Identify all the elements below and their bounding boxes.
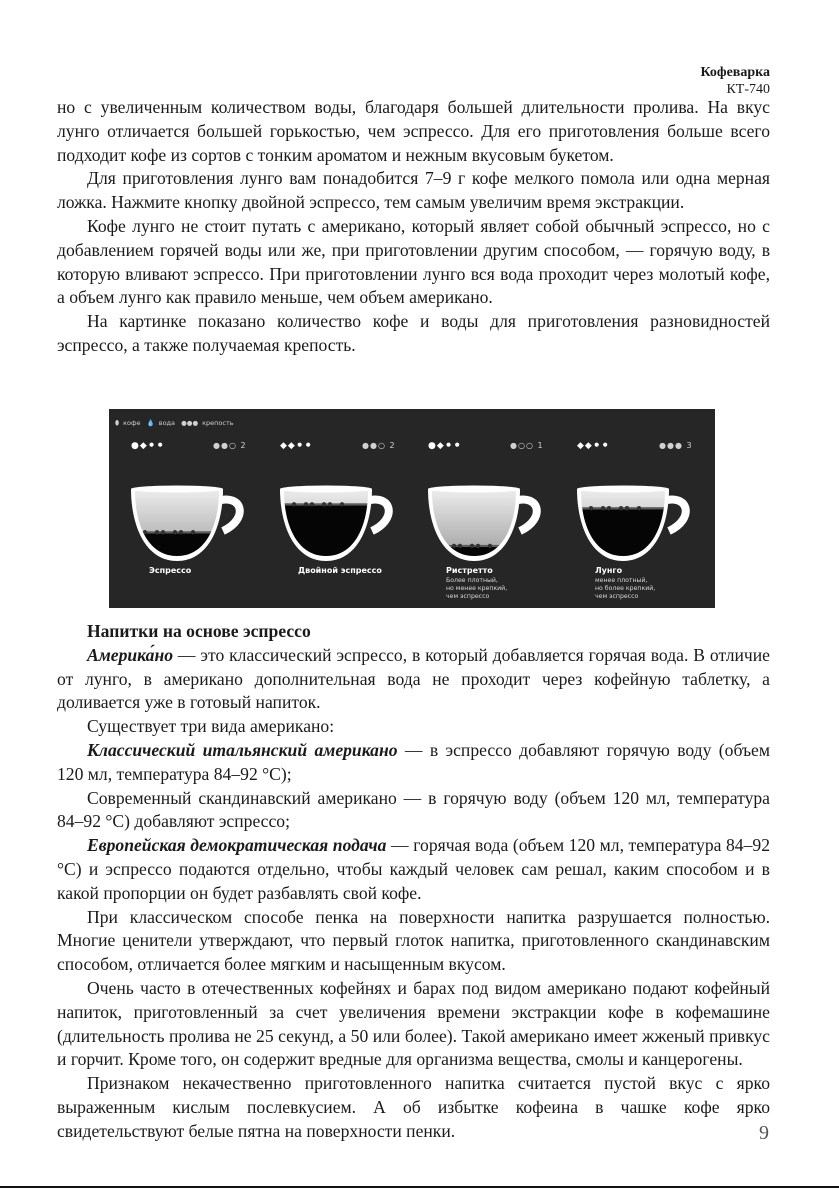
cup-note-line: чем эспрессо <box>595 592 639 600</box>
cup-note <box>595 577 655 600</box>
coffee-bean <box>470 544 474 548</box>
cup-note-line: чем эспрессо <box>446 592 490 600</box>
cup-strength: ●●● 3 <box>659 441 693 450</box>
legend-strength: крепость <box>202 419 234 427</box>
page-header <box>700 64 770 98</box>
coffee-bean <box>161 530 165 534</box>
coffee-bean <box>155 530 159 534</box>
coffee-bean <box>340 502 344 506</box>
coffee-bean <box>292 502 296 506</box>
coffee-bean <box>304 502 308 506</box>
coffee-bean <box>191 530 195 534</box>
coffee-bean <box>607 506 611 510</box>
intro-paragraph: Для приготовления лунго вам понадобится 7–9 г кофе мелкого помола или одна мерная ложка. Нажмите кнопку двойной эспрессо, тем самым увеличим время экстракции. <box>57 168 770 213</box>
header-title: Кофеварка <box>700 65 770 80</box>
intro-paragraph: Кофе лунго не стоит путать с американо, который являет собой обычный эспрессо, но с добавлением горячей воды или же, при приготовлении другим способом, — горячую воду, в которую вливают эспрессо. При приготовлении лунго вся вода проходит через молотый кофе, а объем лунго как правило меньше, чем объем американо. <box>57 215 770 308</box>
espresso-diagram <box>109 409 715 608</box>
type-classic-term: Классический итальянский американо <box>87 739 398 760</box>
coffee-bean <box>179 530 183 534</box>
cup-strength: ●○○ 1 <box>510 441 544 450</box>
cup-strength: ●●○ 2 <box>362 441 396 450</box>
americano-type-classic <box>57 739 770 787</box>
americano-def-text: — это классический эспрессо, в который добавляется горячая вода. В отличие от лунго, в американо дополнительная вода не проходит через кофейную таблетку, а доливается уже в готовый напиток. <box>57 644 770 713</box>
coffee-bean <box>458 544 462 548</box>
cup-note-line: менее плотный, <box>595 577 648 584</box>
strength-icon: ●●● <box>181 419 199 427</box>
type-european-term: Европейская демократическая подача <box>87 835 387 856</box>
legend-coffee: кофе <box>123 419 141 427</box>
diagram-legend <box>115 419 238 428</box>
coffee-bean <box>173 530 177 534</box>
section-title: Напитки на основе эспрессо <box>87 621 311 641</box>
americano-section <box>57 620 770 1144</box>
coffee-bean <box>476 544 480 548</box>
americano-types-intro: Существует три вида американо: <box>87 716 335 737</box>
cup-note <box>446 577 507 600</box>
intro-paragraph: но с увеличенным количеством воды, благодаря большей длительности пролива. На вкус лунго отличается большей горькостью, чем эспрессо. Для его приготовления больше всего подходит кофе из сортов с тонким ароматом и нежным вкусовым букетом. <box>57 97 770 165</box>
type-european-text: — горячая вода (объем 120 мл, температура 84–92 °С) и эспрессо подаются отдельно, чтобы каждый человек сам решал, каким способом и в какой пропорции он будет разбавлять свой кофе. <box>57 835 770 903</box>
coffee-bean <box>328 502 332 506</box>
paragraph-bars: Очень часто в отечественных кофейнях и барах под видом американо подают кофейный напиток, приготовленный за счет увеличения времени экстракции кофе в кофемашине (длительность пролива не 25 секунд, а 50 или более). Такой американо имеет жженый привкус и горчит. Кроме того, он содержит вредные для организма вещества, смолы и канцерогены. <box>57 977 770 1070</box>
cup-rim <box>131 486 223 493</box>
cup-ratio: ◆◆⚫⚫ <box>280 441 313 451</box>
cup-ratio: ●◆⚫⚫ <box>131 441 165 451</box>
coffee-bean <box>322 502 326 506</box>
cup-name: Двойной эспрессо <box>298 566 382 575</box>
intro-paragraph: На картинке показано количество кофе и воды для приготовления разновидностей эспрессо, а также получаемая крепость. <box>57 311 770 355</box>
legend-water: вода <box>158 419 176 427</box>
cup-name: Ристретто <box>446 566 493 575</box>
cup-illustration <box>563 453 708 563</box>
coffee-bean <box>625 506 629 510</box>
cup-ratio: ◆◆⚫⚫ <box>577 441 610 451</box>
cup-name: Лунго <box>595 566 623 575</box>
americano-type-scandinavian: Современный скандинавский американо — в горячую воду (объем 120 мл, температура 84–92 °С) добавляют эспрессо; <box>57 787 770 832</box>
cup-note-line: но более крепкий, <box>595 584 656 592</box>
type-classic-text: — в эспрессо добавляют горячую воду (объем 120 мл, температура 84–92 °С); <box>57 739 770 784</box>
cup-illustration <box>414 453 559 563</box>
coffee-bean <box>452 544 456 548</box>
cup-ratio: ●◆⚫⚫ <box>428 441 462 451</box>
bottom-rule <box>0 1186 839 1188</box>
cup-item <box>414 431 559 606</box>
cup-item <box>266 431 411 606</box>
cup-rim <box>428 486 520 493</box>
paragraph-sign: Признаком некачественно приготовленного напитка считается пустой вкус с ярко выраженным кислым послевкусием. А об избытке кофеина в чашке кофе ярко свидетельствуют белые пятна на поверхности пенки. <box>57 1073 770 1141</box>
cup-rim <box>280 486 372 493</box>
coffee-bean <box>637 506 641 510</box>
cup-name: Эспрессо <box>149 566 192 575</box>
cup-item <box>117 431 262 606</box>
coffee-icon: ⬮ <box>115 419 120 427</box>
coffee-bean <box>488 544 492 548</box>
page-number: 9 <box>759 1122 769 1144</box>
americano-type-european <box>57 834 770 905</box>
cup-note-line: Более плотный, <box>446 577 498 584</box>
coffee-bean <box>601 506 605 510</box>
coffee-bean <box>589 506 593 510</box>
cup-strength: ●●○ 2 <box>213 441 247 450</box>
cup-rim <box>577 486 669 493</box>
paragraph-classic: При классическом способе пенка на поверхности напитка разрушается полностью. Многие ценители утверждают, что первый глоток напитка, приготовленного скандинавским способом, отличается более мягким и насыщенным вкусом. <box>57 906 770 975</box>
header-model: КТ-740 <box>726 82 770 97</box>
americano-definition <box>57 644 770 715</box>
intro-text <box>57 96 770 358</box>
cup-item <box>563 431 708 606</box>
cup-illustration <box>117 453 262 563</box>
cup-note-line: но менее крепкий, <box>446 584 508 592</box>
coffee-bean <box>310 502 314 506</box>
americano-term: Америка́но <box>87 644 174 665</box>
water-icon: 💧 <box>146 419 155 427</box>
coffee-bean <box>619 506 623 510</box>
cup-illustration <box>266 453 411 563</box>
